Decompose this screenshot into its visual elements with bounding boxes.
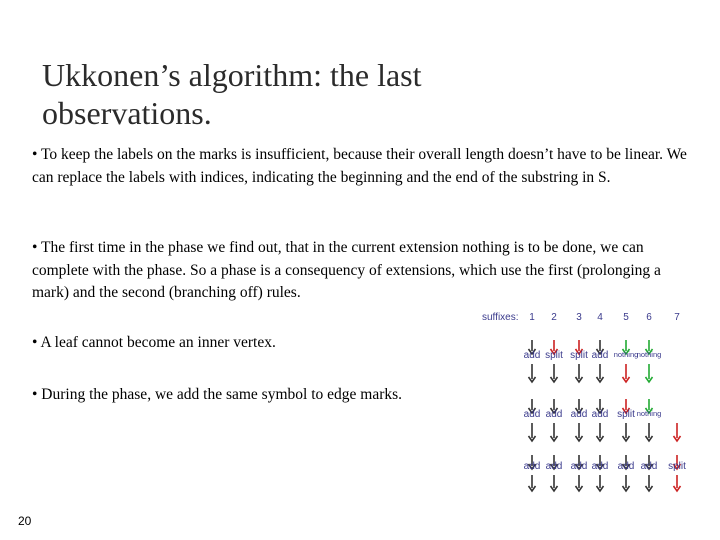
connector-row2-col7 (674, 423, 681, 441)
suffix-column-5: 5 (623, 312, 629, 323)
rule-label-row1-col5: nothing (613, 350, 639, 359)
connector-row2-col2 (551, 423, 558, 441)
bottom-arrow-col2 (551, 475, 558, 491)
bottom-arrow-col5 (623, 475, 630, 491)
bullet-same-symbol: • During the phase, we add the same symbol to edge marks. (32, 386, 403, 403)
rule-label-row3-col7: split (668, 461, 686, 472)
bottom-arrow-col4 (597, 475, 604, 491)
rule-label-row3-col2: add (545, 461, 563, 472)
bottom-arrow-col7 (674, 475, 681, 491)
bottom-arrow-col3 (576, 475, 583, 491)
connector-row2-col1 (529, 423, 536, 441)
rule-label-row1-col4: add (591, 350, 609, 361)
connector-row2-col5 (623, 423, 630, 441)
suffix-column-4: 4 (597, 312, 603, 323)
rule-label-row1-col2: split (545, 350, 563, 361)
extension-rules-diagram (476, 304, 700, 500)
rule-label-row3-col3: add (570, 461, 588, 472)
rule-label-row2-col4: add (591, 409, 609, 420)
connector-row1-col6 (646, 364, 653, 382)
suffix-column-3: 3 (576, 312, 582, 323)
suffixes-label: suffixes: (482, 312, 519, 323)
connector-row1-col1 (529, 364, 536, 382)
slide-title (42, 56, 602, 132)
rule-label-row1-col6: nothing (636, 350, 662, 359)
rule-label-row1-col1: add (523, 350, 541, 361)
slide-title-line-2: observations. (42, 95, 212, 131)
rule-label-row3-col5: add (617, 461, 635, 472)
connector-row2-col6 (646, 423, 653, 441)
rule-label-row3-col1: add (523, 461, 541, 472)
bullet-phase-completion: • The first time in the phase we find out, that in the current extension nothing is to be done, we can complete with the phase. So a phase is a consequency of extensions, which use the first (prolonging a mark) and the second (branching off) rules. (32, 239, 661, 301)
suffix-column-7: 7 (674, 312, 680, 323)
slide-title-line-1: Ukkonen’s algorithm: the last (42, 57, 422, 93)
connector-row1-col5 (623, 364, 630, 382)
rule-label-row3-col4: add (591, 461, 609, 472)
rule-label-row3-col6: add (640, 461, 658, 472)
suffix-column-6: 6 (646, 312, 652, 323)
rule-label-row1-col3: split (570, 350, 588, 361)
bottom-arrow-col1 (529, 475, 536, 491)
suffix-column-2: 2 (551, 312, 557, 323)
rule-label-row2-col2: add (545, 409, 563, 420)
rule-label-row2-col6: nothing (636, 409, 662, 418)
connector-row1-col4 (597, 364, 604, 382)
slide-number: 20 (18, 514, 32, 528)
connector-row2-col3 (576, 423, 583, 441)
bullet-labels-indices: • To keep the labels on the marks is insufficient, because their overall length doesn’t have to be linear. We can replace the labels with indices, indicating the beginning and the end of the substring in S. (32, 146, 687, 186)
connector-row1-col2 (551, 364, 558, 382)
connector-row1-col3 (576, 364, 583, 382)
rule-label-row2-col3: add (570, 409, 588, 420)
bottom-arrow-col6 (646, 475, 653, 491)
rule-label-row2-col1: add (523, 409, 541, 420)
suffix-column-1: 1 (529, 312, 535, 323)
rule-label-row2-col5: split (617, 409, 635, 420)
bullet-leaf-inner-vertex: • A leaf cannot become an inner vertex. (32, 334, 276, 351)
connector-row2-col4 (597, 423, 604, 441)
